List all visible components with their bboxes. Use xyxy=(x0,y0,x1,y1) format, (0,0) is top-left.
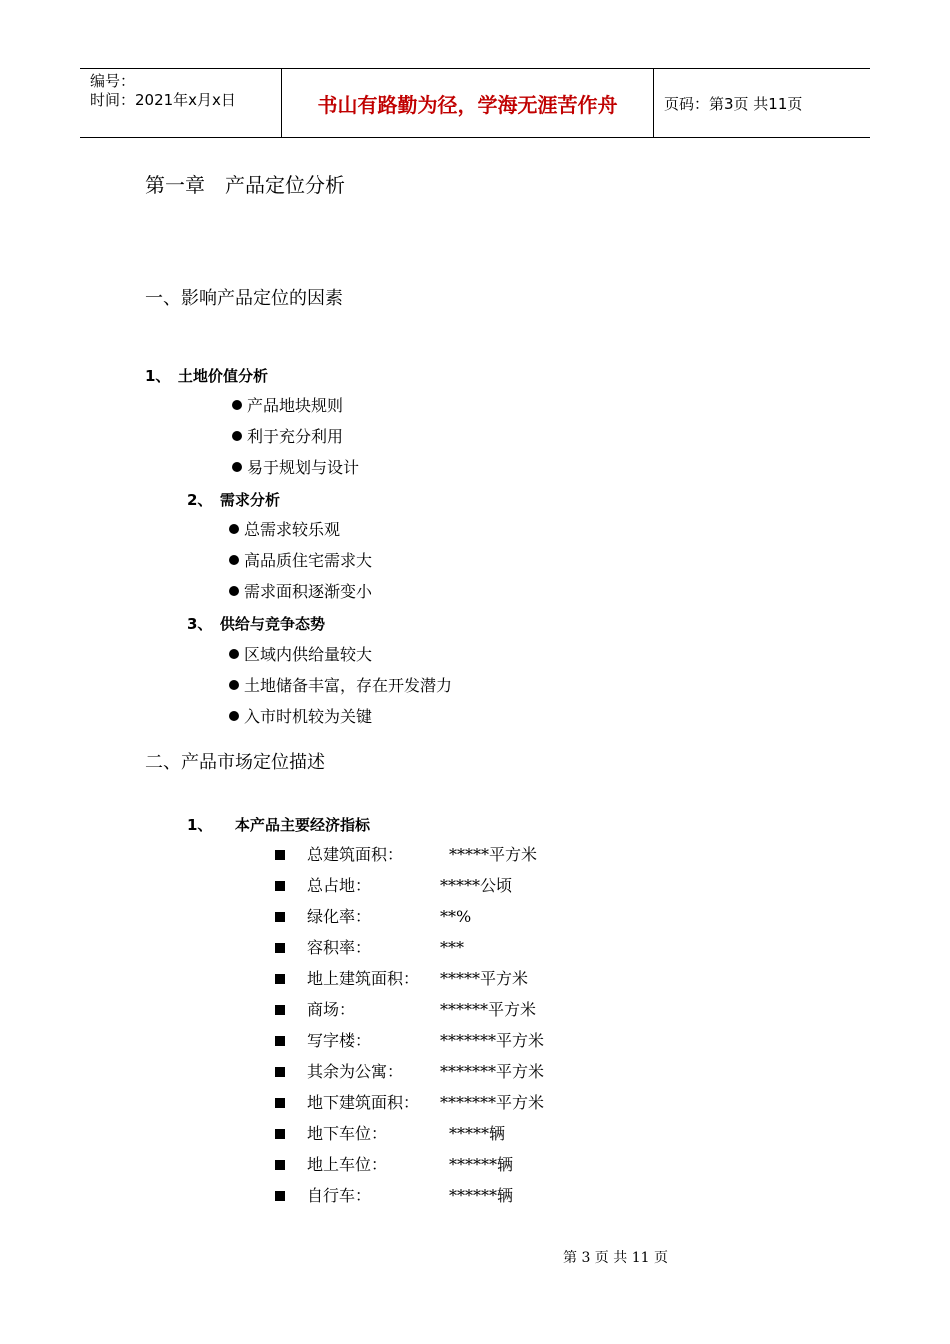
header-meta xyxy=(80,69,282,137)
indicator-label: 地下建筑面积： xyxy=(307,1093,420,1112)
section-1-title: 一、影响产品定位的因素 xyxy=(145,288,343,309)
indicator-value: *******平方米 xyxy=(440,1031,545,1050)
list-item: 产品地块规则 xyxy=(232,396,343,416)
indicator-label: 容积率： xyxy=(307,938,372,957)
list-item: 入市时机较为关键 xyxy=(229,707,372,727)
bullet-icon xyxy=(229,555,239,565)
indicator-value: *****平方米 xyxy=(440,969,529,988)
indicator-label: 绿化率： xyxy=(307,907,372,926)
indicator-value: ******辆 xyxy=(449,1155,514,1174)
square-bullet-icon xyxy=(275,1005,285,1015)
square-bullet-icon xyxy=(275,1160,285,1170)
indicator-value: ******平方米 xyxy=(440,1000,537,1019)
list-item: 需求面积逐渐变小 xyxy=(229,582,372,602)
indicator-value: *******平方米 xyxy=(440,1062,545,1081)
list-item: 利于充分利用 xyxy=(232,427,343,447)
square-bullet-icon xyxy=(275,1191,285,1201)
indicator-value: *** xyxy=(440,938,464,957)
time-label: 时间：2021年x月x日 xyxy=(90,91,236,109)
indicator-label: 写字楼： xyxy=(307,1031,372,1050)
indicator-label: 自行车： xyxy=(307,1186,372,1205)
indicator-label: 地上车位： xyxy=(307,1155,388,1174)
bullet-icon xyxy=(229,649,239,659)
subsection-title: 1、 本产品主要经济指标 xyxy=(187,816,370,834)
square-bullet-icon xyxy=(275,881,285,891)
bullet-icon xyxy=(232,431,242,441)
page-header xyxy=(80,68,870,138)
indicator-label: 总占地： xyxy=(307,876,372,895)
list-item: 土地储备丰富，存在开发潜力 xyxy=(229,676,452,696)
group-1-title: 1、 土地价值分析 xyxy=(145,367,268,385)
square-bullet-icon xyxy=(275,1036,285,1046)
indicator-label: 地上建筑面积： xyxy=(307,969,420,988)
square-bullet-icon xyxy=(275,1129,285,1139)
square-bullet-icon xyxy=(275,943,285,953)
bullet-icon xyxy=(229,586,239,596)
group-2-title: 2、 需求分析 xyxy=(187,491,280,509)
list-item: 高品质住宅需求大 xyxy=(229,551,372,571)
header-page-info: 页码：第3页 共11页 xyxy=(664,94,803,113)
square-bullet-icon xyxy=(275,974,285,984)
indicator-value: ******辆 xyxy=(449,1186,514,1205)
indicator-label: 其余为公寓： xyxy=(307,1062,404,1081)
indicator-label: 商场： xyxy=(307,1000,356,1019)
square-bullet-icon xyxy=(275,850,285,860)
square-bullet-icon xyxy=(275,1098,285,1108)
indicator-value: *****公顷 xyxy=(440,876,513,895)
list-item: 总需求较乐观 xyxy=(229,520,340,540)
indicator-value: **% xyxy=(440,907,472,926)
indicator-value: *****辆 xyxy=(449,1124,506,1143)
indicator-value: *******平方米 xyxy=(440,1093,545,1112)
bullet-icon xyxy=(229,711,239,721)
header-motto: 书山有路勤为径，学海无涯苦作舟 xyxy=(282,69,654,137)
bullet-icon xyxy=(232,462,242,472)
indicator-value: *****平方米 xyxy=(449,845,538,864)
chapter-title: 第一章 产品定位分析 xyxy=(145,173,345,197)
indicator-label: 总建筑面积： xyxy=(307,845,404,864)
list-item: 易于规划与设计 xyxy=(232,458,359,478)
list-item: 区域内供给量较大 xyxy=(229,645,372,665)
bullet-icon xyxy=(229,680,239,690)
section-2-title: 二、产品市场定位描述 xyxy=(145,752,325,773)
square-bullet-icon xyxy=(275,1067,285,1077)
page-footer: 第 3 页 共 11 页 xyxy=(563,1250,668,1266)
bullet-icon xyxy=(232,400,242,410)
bullet-icon xyxy=(229,524,239,534)
indicator-label: 地下车位： xyxy=(307,1124,388,1143)
group-3-title: 3、 供给与竞争态势 xyxy=(187,615,325,633)
number-label: 编号： xyxy=(90,72,136,90)
square-bullet-icon xyxy=(275,912,285,922)
